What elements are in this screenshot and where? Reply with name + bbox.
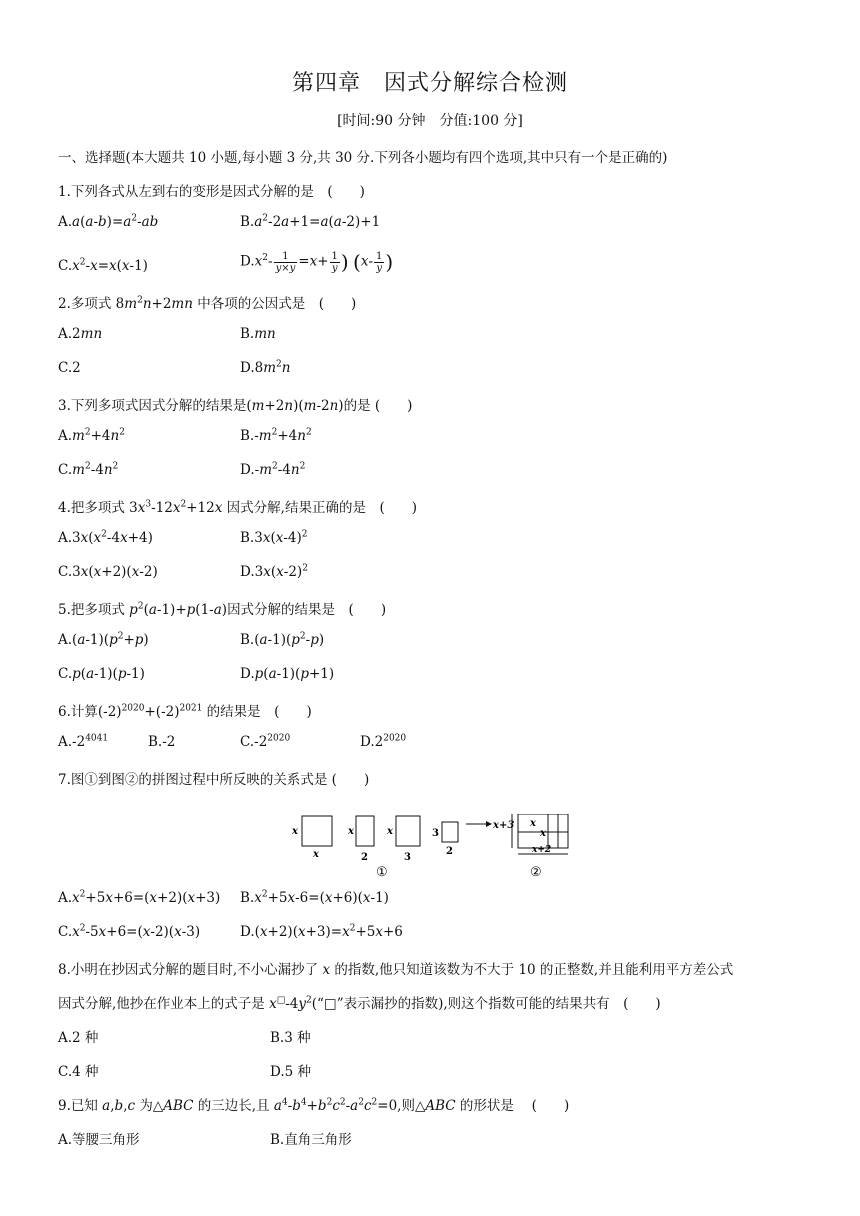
label-x-plus-2: x+2 — [532, 845, 552, 855]
question-7-stem: 7.图①到图②的拼图过程中所反映的关系式是 ( ) — [58, 772, 370, 788]
q6-option-a: $A.-2^{4041}$ — [58, 733, 109, 750]
exam-info: [时间:90 分钟 分值:100 分] — [337, 113, 523, 129]
question-2-stem: 2.多项式 $8m^2n+2mn$ 中各项的公因式是 ( ) — [58, 295, 357, 312]
question-1-stem: 1.下列各式从左到右的变形是因式分解的是 ( ) — [58, 184, 365, 200]
q9-option-b: B.直角三角形 — [270, 1132, 352, 1148]
q8-option-d: D.5 种 — [270, 1064, 312, 1080]
q8-option-c: C.4 种 — [58, 1064, 99, 1080]
q1-option-b: $B.a^2-2a+1=a(a-2)+1$ — [240, 213, 381, 230]
label-x-inner-2: x — [540, 828, 546, 839]
q7-option-c: $C.x^2-5x+6=(x-2)(x-3)$ — [58, 923, 201, 940]
q8-option-b: B.3 种 — [270, 1030, 311, 1046]
arrow-head — [486, 821, 492, 827]
question-4-stem: 4.把多项式 $3x^3-12x^2+12x$ 因式分解,结果正确的是 ( ) — [58, 499, 417, 516]
q7-option-d: $D.(x+2)(x+3)=x^2+5x+6$ — [240, 923, 403, 940]
q2-option-a: A.2mn — [58, 326, 103, 342]
q6-option-d: $D.2^{2020}$ — [360, 733, 407, 750]
label-x-side-2: x — [348, 826, 354, 837]
label-2: 2 — [361, 852, 368, 863]
q2-option-b: B.mn — [240, 326, 276, 342]
q4-option-d: $D.3x(x-2)^2$ — [240, 563, 308, 580]
q3-option-b: $B.-m^2+4n^2$ — [240, 427, 312, 444]
q9-option-a: A.等腰三角形 — [58, 1132, 140, 1148]
question-6-stem: 6.计算$(-2)^{2020}+(-2)^{2021}$ 的结果是 ( ) — [58, 703, 312, 720]
q3-option-a: $A.m^2+4n^2$ — [58, 427, 125, 444]
question-3-stem: 3.下列多项式因式分解的结果是(m+2n)(m-2n)的是 ( ) — [58, 398, 413, 414]
figure-2-label: ② — [530, 865, 542, 880]
q8-option-a: A.2 种 — [58, 1030, 99, 1046]
rect-x-by-3 — [396, 816, 420, 846]
page-title: 第四章 因式分解综合检测 — [291, 71, 568, 96]
question-9-stem: 9.已知 a,b,c 为△ABC 的三边长,且 $a^4-b^4+b^2c^2-a^2c^2=0$,则△ABC 的形状是 ( ) — [58, 1097, 570, 1114]
q3-option-d: $D.-m^2-4n^2$ — [240, 461, 306, 478]
q6-option-b: B.-2 — [148, 734, 176, 750]
q5-option-c: C.p(a-1)(p-1) — [58, 666, 145, 682]
q5-option-a: $A.(a-1)(p^2+p)$ — [58, 631, 149, 648]
question-8-line-2: 因式分解,他抄在作业本上的式子是 $x^□-4y^2(“□$”表示漏抄的指数),则这个指数可能的结果共有 ( ) — [58, 995, 661, 1012]
label-2-bottom: 2 — [446, 846, 453, 857]
q7-option-b: $B.x^2+5x-6=(x+6)(x-1)$ — [240, 889, 389, 906]
q4-option-a: $A.3x(x^2-4x+4)$ — [58, 529, 153, 546]
q6-option-c: $C.-2^{2020}$ — [240, 733, 291, 750]
label-x-plus-3: x+3 — [493, 820, 515, 831]
label-3-side: 3 — [432, 828, 439, 839]
rect-3-by-2 — [442, 822, 458, 842]
q2-option-d: $D.8m^2n$ — [240, 359, 291, 376]
q5-option-b: $B.(a-1)(p^2-p)$ — [240, 631, 325, 648]
label-x-side: x — [292, 826, 298, 837]
label-3: 3 — [404, 852, 411, 863]
q1-option-c: $C.x^2-x=x(x-1)$ — [58, 257, 148, 274]
rect-x-by-2 — [356, 816, 374, 846]
label-x-bottom: x — [313, 849, 319, 860]
label-x-inner-1: x — [530, 818, 536, 829]
question-5-stem: 5.把多项式 $p^2(a-1)+p(1-a)$因式分解的结果是 ( ) — [58, 601, 387, 618]
q1-option-d: $D.x^2-$ $\frac{1}{y\times y}$ =x+ $\frac{1}{y}$ ) (x- $\frac{1}{y}$ ) — [240, 250, 394, 274]
square-x-by-x — [302, 816, 332, 846]
q3-option-c: $C.m^2-4n^2$ — [58, 461, 119, 478]
q4-option-b: $B.3x(x-4)^2$ — [240, 529, 308, 546]
q5-option-d: D.p(a-1)(p+1) — [240, 666, 335, 682]
q2-option-c: C.2 — [58, 360, 81, 376]
q7-option-a: $A.x^2+5x+6=(x+2)(x+3)$ — [58, 889, 221, 906]
figure-1-label: ① — [376, 865, 388, 880]
section-heading: 一、选择题(本大题共 10 小题,每小题 3 分,共 30 分.下列各小题均有四个选项,其中只有一个是正确的) — [58, 150, 668, 166]
label-x-side-3: x — [387, 826, 393, 837]
q4-option-c: C.3x(x+2)(x-2) — [58, 564, 158, 580]
q1-option-a: $A.a(a-b)=a^2-ab$ — [58, 213, 159, 230]
tiling-figure — [286, 814, 576, 880]
question-8-line-1: 8.小明在抄因式分解的题目时,不小心漏抄了 x 的指数,他只知道该数为不大于 10 的正整数,并且能利用平方差公式 — [58, 962, 734, 978]
